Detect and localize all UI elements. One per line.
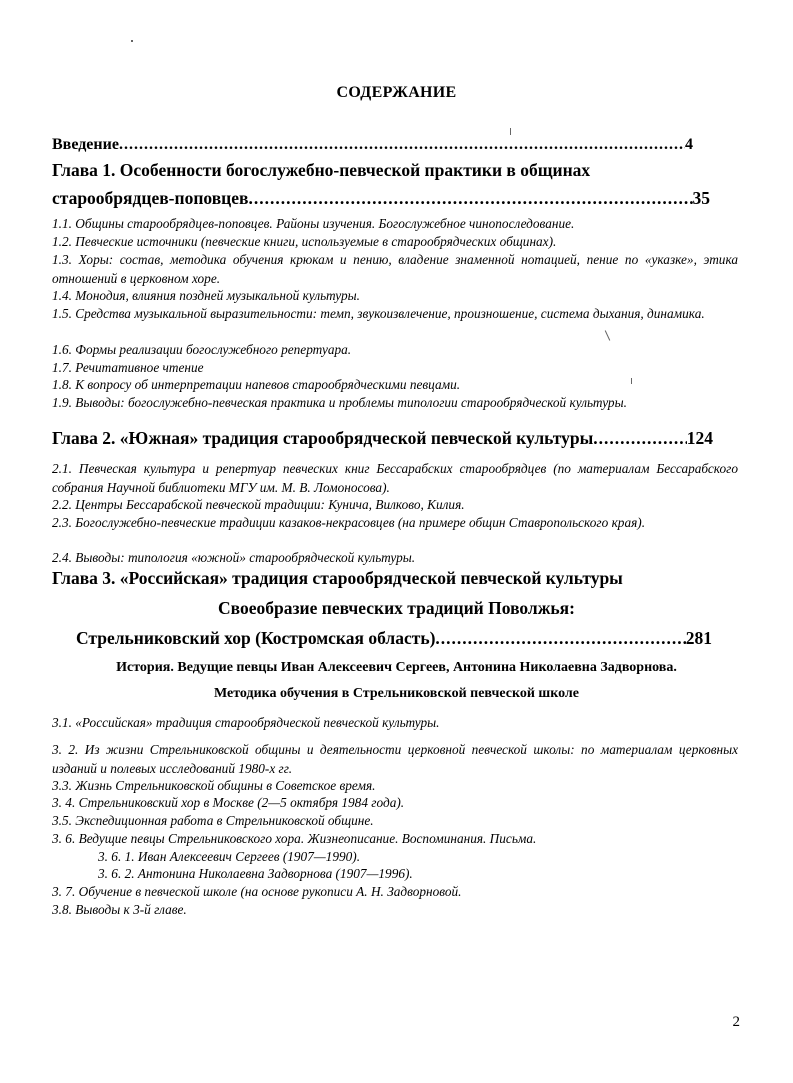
leader-dots [435, 628, 685, 649]
toc-chapter-1 [52, 188, 710, 209]
toc-item-3-5: 3.5. Экспедиционная работа в Стрельниковской общине. [52, 813, 374, 828]
page-number: 2 [732, 1014, 740, 1030]
toc-item-2-3: 2.3. Богослужебно-певческие традиции казаков-некрасовцев (на примере общин Ставропольского края). [52, 515, 646, 530]
page-title: СОДЕРЖАНИЕ [336, 84, 457, 101]
scan-mark [631, 378, 632, 384]
toc-item-3-6: 3. 6. Ведущие певцы Стрельниковского хора. Жизнеописание. Воспоминания. Письма. [52, 831, 537, 846]
chapter-3-subtitle: Своеобразие певческих традиций Поволжья: [218, 598, 575, 618]
scan-mark [605, 330, 611, 340]
chapter-2-page: 124 [686, 428, 713, 448]
toc-item-1-7: 1.7. Речитативное чтение [52, 360, 204, 375]
toc-item-3-1: 3.1. «Российская» традиция старообрядческой певческой культуры. [52, 715, 440, 730]
scan-mark [510, 128, 511, 135]
toc-item-1-9: 1.9. Выводы: богослужебно-певческая практика и проблемы типологии старообрядческой культуры. [52, 395, 627, 410]
toc-item-2-2: 2.2. Центры Бессарабской певческой традиции: Кунича, Вилково, Килия. [52, 497, 465, 512]
toc-item-1-5: 1.5. Средства музыкальной выразительности: темп, звукоизвлечение, произношение, система дыхания, динамика. [52, 306, 705, 321]
toc-item-3-2: 3. 2. Из жизни Стрельниковской общины и деятельности церковной певческой школы: по материалам церковных изданий и полевых исследований 1980-х гг. [52, 742, 738, 776]
chapter-2-title: Глава 2. «Южная» традиция старообрядческой певческой культуры [52, 428, 594, 448]
chapter-1-page: 35 [692, 188, 710, 208]
toc-item-1-1: 1.1. Общины старообрядцев-поповцев. Районы изучения. Богослужебное чинопоследование. [52, 216, 575, 231]
chapter-3-page: 281 [685, 628, 712, 648]
toc-item-3-6-1: 3. 6. 1. Иван Алексеевич Сергеев (1907—1990). [98, 849, 361, 864]
toc-item-3-6-2: 3. 6. 2. Антонина Николаевна Задворнова (1907—1996). [98, 866, 413, 881]
toc-item-1-8: 1.8. К вопросу об интерпретации напевов старообрядческими певцами. [52, 377, 461, 392]
toc-item-3-3: 3.3. Жизнь Стрельниковской общины в Советское время. [52, 778, 376, 793]
toc-chapter-3 [76, 628, 712, 649]
toc-item-3-8: 3.8. Выводы к 3-й главе. [52, 902, 187, 917]
toc-intro [52, 136, 693, 154]
toc-item-1-2: 1.2. Певческие источники (певческие книги, используемые в старообрядческих общинах). [52, 234, 557, 249]
toc-item-1-6: 1.6. Формы реализации богослужебного репертуара. [52, 342, 352, 357]
toc-item-2-1: 2.1. Певческая культура и репертуар певческих книг Бессарабских старообрядцев (по материалам Бессарабского собрания Научной библиотеки МГУ им. М. В. Ломоносова). [52, 461, 738, 495]
toc-chapter-2 [52, 428, 713, 449]
toc-item-2-4: 2.4. Выводы: типология «южной» старообрядческой культуры. [52, 550, 416, 565]
chapter-3-title: Глава 3. «Российская» традиция старообрядческой певческой культуры [52, 568, 623, 588]
chapter-3-choir: Стрельниковский хор (Костромская область) [76, 628, 436, 648]
leader-dots [119, 136, 685, 154]
chapter-1-title-cont: старообрядцев-поповцев [52, 188, 249, 208]
chapter-3-history: История. Ведущие певцы Иван Алексеевич Сергеев, Антонина Николаевна Задворнова. [116, 660, 677, 675]
toc-item-3-4: 3. 4. Стрельниковский хор в Москве (2—5 октября 1984 года). [52, 795, 405, 810]
toc-item-1-3: 1.3. Хоры: состав, методика обучения крюкам и пению, владение знаменной нотацией, пение по «указке», этика отношений в церковном хоре. [52, 252, 738, 286]
leader-dots [593, 428, 687, 449]
toc-intro-page: 4 [685, 136, 693, 153]
scan-speck [131, 40, 133, 42]
toc-intro-label: Введение [52, 136, 119, 153]
toc-item-3-7: 3. 7. Обучение в певческой школе (на основе рукописи А. Н. Задворновой. [52, 884, 462, 899]
chapter-3-method: Методика обучения в Стрельниковской певческой школе [213, 686, 579, 701]
toc-item-1-4: 1.4. Монодия, влияния поздней музыкальной культуры. [52, 288, 360, 303]
chapter-1-title: Глава 1. Особенности богослужебно-певческой практики в общинах [52, 160, 591, 180]
leader-dots [248, 188, 692, 209]
